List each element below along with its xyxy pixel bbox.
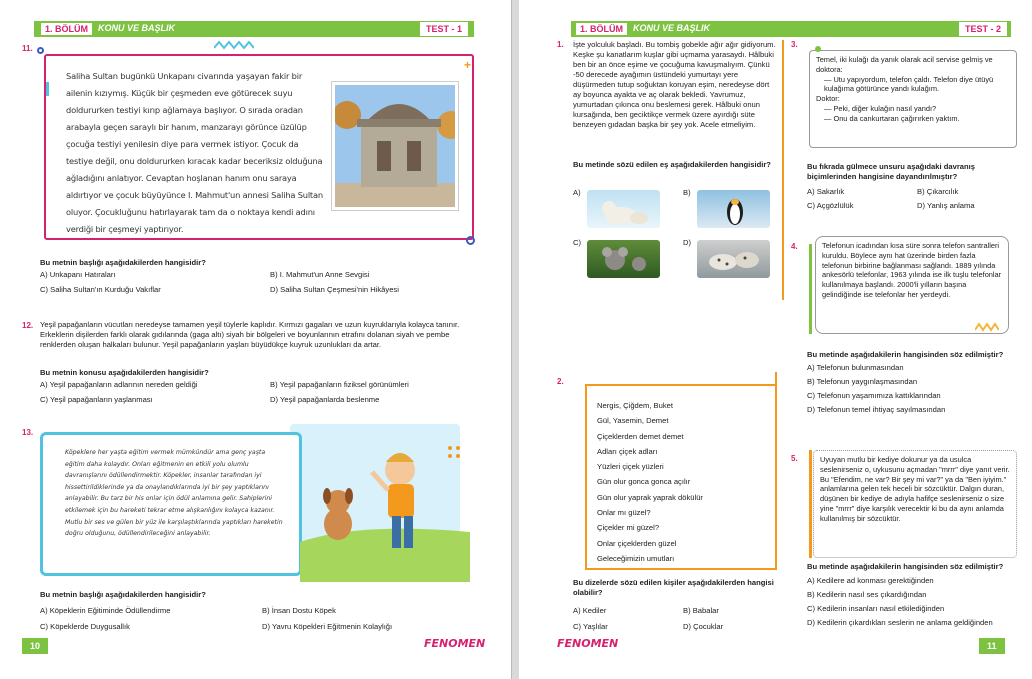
brand-logo: FENOMEN	[424, 637, 486, 650]
test-label: TEST - 1	[420, 22, 468, 36]
passage-text: Yeşil papağanların vücutları neredeyse tamamen yeşil tüylerle kaplıdır. Kırmızı gagaları ve uzun kuyruklarıyla kolayca tanınır. Erkeklerin dişilerden farklı olarak gıdılarında (gaga altı) siyah bir bölgeleri ve boyunlarının etrafını dolanan siyah ve pembe renklerden oluşan halkaları bulunur. Yeşil papağanların yaşları büyüdükçe kuyruk uzunlukları da artar.	[40, 320, 460, 350]
option-a[interactable]: A)	[573, 188, 581, 197]
poem-line: Gün olur yaprak yaprak dökülür	[597, 492, 703, 502]
chapter-title: KONU VE BAŞLIK	[633, 23, 711, 33]
chapter-label: 1. BÖLÜM	[575, 22, 628, 36]
question-number: 1.	[557, 40, 564, 49]
option-b[interactable]: B) Telefonun yaygınlaşmasından	[807, 377, 918, 386]
question-number: 13.	[22, 428, 34, 437]
dialog-line: Doktor:	[816, 94, 840, 104]
question-text: Bu metnin başlığı aşağıdakilerden hangisidir?	[40, 590, 206, 599]
option-b[interactable]: B) Yeşil papağanların fiziksel görünümleri	[270, 380, 409, 389]
passage-side-bar	[809, 244, 812, 334]
dialog-line: — Onu da cankurtaran çağırırken yaktım.	[824, 113, 960, 123]
question-number: 11.	[22, 44, 33, 53]
poem-line: Adları çiçek adları	[597, 446, 658, 456]
poem-line: Çiçeklerden demet demet	[597, 431, 684, 441]
koala-image[interactable]	[587, 240, 660, 278]
passage-box	[44, 54, 474, 240]
option-b[interactable]: B) İnsan Dostu Köpek	[262, 606, 336, 615]
poem-line: Nergis, Çiğdem, Buket	[597, 401, 673, 410]
option-d[interactable]: D)	[683, 238, 692, 247]
poem-line: Onlar mı güzel?	[597, 508, 651, 518]
option-c[interactable]: C) Saliha Sultan'ın Kurduğu Vakıflar	[40, 285, 161, 294]
option-b[interactable]: B) Kedilerin nasıl ses çıkardığından	[807, 590, 927, 599]
option-c[interactable]: C)	[573, 238, 582, 247]
dialog-line: Temel, iki kulağı da yanık olarak acil servise gelmiş ve doktora:	[816, 55, 993, 74]
option-b[interactable]: B) Çıkarcılık	[917, 187, 959, 196]
penguin-image[interactable]	[697, 190, 770, 228]
option-c[interactable]: C) Yeşil papağanların yaşlanması	[40, 395, 153, 404]
question-text: Bu metinde sözü edilen eş aşağıdakilerden hangisidir?	[573, 160, 771, 169]
left-page	[0, 0, 512, 679]
option-c[interactable]: C) Köpeklerde Duygusallık	[40, 622, 130, 631]
option-c[interactable]: C) Telefonun yaşamımıza kattıklarından	[807, 391, 941, 400]
poem-line: Yüzleri çiçek yüzleri	[597, 462, 664, 472]
question-number: 2.	[557, 377, 564, 386]
dialog-line: — Peki, diğer kulağın nasıl yandı?	[824, 103, 937, 113]
poem-line: Geleceğimizin umutları	[597, 553, 675, 563]
option-d[interactable]: D) Saliha Sultan Çeşmesi'nin Hikâyesi	[270, 285, 399, 294]
option-b[interactable]: B)	[683, 188, 691, 197]
chapter-title: KONU VE BAŞLIK	[98, 23, 176, 33]
passage-side-bar	[809, 450, 812, 558]
question-text: Bu metnin konusu aşağıdakilerden hangisidir?	[40, 368, 209, 377]
zigzag-decoration	[214, 40, 254, 50]
option-a[interactable]: A) Köpeklerin Eğitiminde Ödüllendirme	[40, 606, 171, 615]
option-d[interactable]: D) Çocuklar	[683, 622, 724, 631]
option-d[interactable]: D) Yavru Köpekleri Eğitmenin Kolaylığı	[262, 622, 393, 631]
poem-line: Gül, Yasemin, Demet	[597, 416, 669, 426]
option-c[interactable]: C) Yaşlılar	[573, 622, 608, 631]
boy-and-dog-illustration	[300, 432, 470, 582]
page-number: 10	[22, 638, 48, 654]
passage-text: Uyuyan mutlu bir kediye dokunur ya da usulca seslenirseniz o, uykusunu açmadan "mrrr" diye yanıt verir. Bu "Efendim, ne var? Bir şey mi var?" ya da "Ben iyiyim." anlamlarına gelen tek heceli bir sözcüktür. Dalgın duran, düşünen bir kediye de adıyla hafifçe seslenirseniz o size yine "mrrr" diye karşılık verecektir ki bu da aynı anlamda kullanılmış bir sözcüktür.	[820, 455, 1010, 523]
option-d[interactable]: D) Yeşil papağanlarda beslenme	[270, 395, 380, 404]
question-text: Bu dizelerde sözü edilen kişiler aşağıdakilerden hangisi olabilir?	[573, 578, 774, 598]
dot-decoration	[815, 46, 821, 52]
squiggle-decoration	[975, 322, 999, 332]
question-text: Bu metinde aşağıdakilerin hangisinden söz edilmiştir?	[807, 562, 1004, 571]
right-page	[519, 0, 1032, 679]
option-d[interactable]: D) Kedilerin çıkardıkları seslerin ne anlama geldiğinden	[807, 618, 993, 627]
column-divider	[782, 40, 784, 300]
plus-decoration: +	[464, 58, 472, 72]
passage-box	[40, 432, 302, 576]
option-a[interactable]: A) Unkapanı Hatıraları	[40, 270, 116, 279]
poem-frame-right	[775, 372, 777, 570]
option-a[interactable]: A) Telefonun bulunmasından	[807, 363, 904, 372]
question-number: 3.	[791, 40, 798, 49]
brand-logo: FENOMEN	[557, 637, 619, 650]
option-b[interactable]: B) Babalar	[683, 606, 719, 615]
poem-frame-top	[585, 384, 775, 386]
passage-text: Saliha Sultan bugünkü Unkapanı civarında yaşayan fakir bir ailenin kızıymış. Küçük bir çeşmeden eve götürecek suyu doldururken testiyi kırıp ağlamaya başlıyor. O sırada oradan arabayla geçen saraylı bir hanım, manzarayı görünce üzülüp çocuğa testiyi yenilesin diye para vermek istiyor. Çocuk da testiye değil, onu doldururken kıracak kadar beceriksiz olduğuna ağladığını anlatıyor. Cevaptan hoşlanan hanım onu saraya aldırtıyor ve çocuk büyüyünce I. Mahmut'un annesi Saliha Sultan oluyor. Çocukluğunu hatırlayarak tam da o noktaya kendi adını verdiği bir çeşmeyi yaptırıyor.	[66, 71, 323, 234]
option-a[interactable]: A) Kedilere ad konması gerektiğinden	[807, 576, 934, 585]
question-number: 12.	[22, 321, 34, 330]
circle-decoration	[466, 236, 475, 245]
fountain-photo	[332, 82, 458, 210]
test-label: TEST - 2	[959, 22, 1007, 36]
poem-line: Gün olur gonca gonca açılır	[597, 477, 691, 487]
snow-leopard-image[interactable]	[697, 240, 770, 278]
poem-frame-bottom	[585, 568, 775, 570]
poem	[597, 398, 703, 566]
poem-frame-left	[585, 384, 587, 568]
dialog-line: — Utu yapıyordum, telefon çaldı. Telefon diye ütüyü kulağıma götürünce yandı kulağım.	[824, 74, 994, 94]
option-b[interactable]: B) I. Mahmut'un Anne Sevgisi	[270, 270, 370, 279]
circle-decoration	[37, 47, 44, 54]
chapter-label: 1. BÖLÜM	[40, 22, 93, 36]
passage-text: Köpeklere her yaşta eğitim vermek mümkündür ama genç yaşta eğitim daha kolaydır. Onları eğitmenin en etkili yolu olumlu davranışlarını ödüllendirmektir. Köpekler, insanlar tarafından iyi hissettirildiklerinde ya da onaylandıklarında iyi bir şey yaptıklarını anlayabilir. Bu tarz bir his onlar için ödül anlamına gelir. Sahiplerini etkilemek için bu hareketi tekrar etme alışkanlığını kolayca kazanır. Mutlu bir ses ve gülen bir yüz ile karşılaştıklarında yaptıkları hareketin doğru olduğunu, ödüllendirileceğini anlayabilir.	[65, 449, 283, 538]
polar-bear-image[interactable]	[587, 190, 660, 228]
option-a[interactable]: A) Sakarlık	[807, 187, 845, 196]
question-text: Bu metnin başlığı aşağıdakilerden hangisidir?	[40, 258, 206, 267]
question-number: 5.	[791, 454, 798, 463]
option-d[interactable]: D) Telefonun temel ihtiyaç sayılmasından	[807, 405, 946, 414]
page-number: 11	[979, 638, 1005, 654]
passage-text: İşte yolculuk başladı. Bu tombiş gobekle ağır ağır gidiyorum. Keşke şu kanatlarım kuşlar gibi uçmama yarasaydı. Hâlbuki ben bir an önce eşime ve çocuğuma kavuşmalıyım. Çünkü -50 derecede ayağımın üstündeki yumurtayı yere düşürmeden tutup soğuktan koruyan eşim, neredeyse dört ay boyunca ayakta ve aç olarak bekledi. Yavrumuz, yumurtadan çıkınca onu beslemesi gerek. Hâlbuki onun kursağında, ben geciktikçe vermek üzere ayırdığı süte benzeyen gıdadan başka bir şey yok. Acele etmeliyim.	[573, 40, 776, 130]
option-c[interactable]: C) Kedilerin insanları nasıl etkilediğinden	[807, 604, 945, 613]
dialog-box	[809, 50, 1017, 148]
fountain-image	[335, 85, 458, 210]
option-c[interactable]: C) Açgözlülük	[807, 201, 854, 210]
poem-line: Onlar çiçeklerden güzel	[597, 538, 677, 548]
poem-line: Çiçekler mi güzel?	[597, 523, 660, 533]
passage-box	[813, 450, 1017, 558]
side-marker	[46, 82, 49, 96]
option-a[interactable]: A) Yeşil papağanların adlarının nereden geldiği	[40, 380, 198, 389]
option-a[interactable]: A) Kediler	[573, 606, 607, 615]
passage-box	[815, 236, 1009, 334]
question-text: Bu metinde aşağıdakilerin hangisinden söz edilmiştir?	[807, 350, 1004, 359]
option-d[interactable]: D) Yanlış anlama	[917, 201, 975, 210]
question-number: 4.	[791, 242, 798, 251]
passage-text: Telefonun icadından kısa süre sonra telefon santralleri kuruldu. Böylece aynı hat üzerinde birden fazla telefonun birbirine bağlanması sağlandı. 1889 yılında ankesörlü telefonlar, 1963 yılında ise ilk tuşlu telefonlar kullanılmaya başlandı. 2000'li yılların başına gelindiğinde ise telefonlar her yerdeydi.	[822, 241, 1002, 299]
question-text: Bu fıkrada gülmece unsuru aşağıdaki davranış biçimlerinden hangisine dayandırılmıştır?	[807, 162, 975, 182]
